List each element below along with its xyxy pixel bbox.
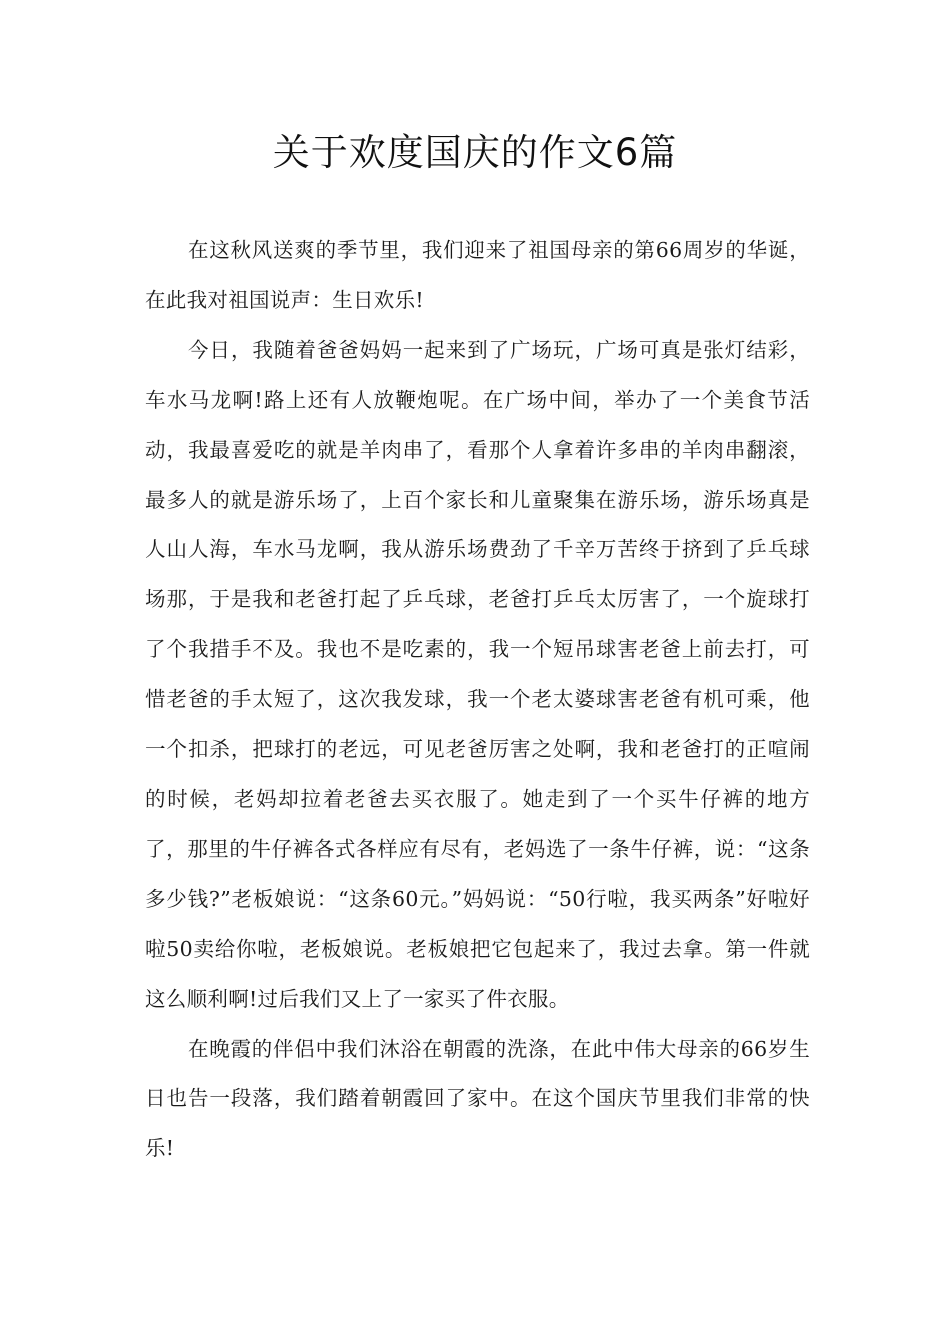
document-title: 关于欢度国庆的作文6篇 bbox=[272, 131, 678, 174]
paragraph: 在晚霞的伴侣中我们沐浴在朝霞的洗涤，在此中伟大母亲的66岁生日也告一段落，我们踏着朝霞回了家中。在这个国庆节里我们非常的快乐! bbox=[145, 1036, 810, 1161]
paragraph: 今日，我随着爸爸妈妈一起来到了广场玩，广场可真是张灯结彩，车水马龙啊!路上还有人放鞭炮呢。在广场中间，举办了一个美食节活动，我最喜爱吃的就是羊肉串了，看那个人拿着许多串的羊肉串翻滚，最多人的就是游乐场了，上百个家长和儿童聚集在游乐场，游乐场真是人山人海，车水马龙啊，我从游乐场费劲了千辛万苦终于挤到了乒乓球场那，于是我和老爸打起了乒乓球，老爸打乒乓太厉害了，一个旋球打了个我措手不及。我也不是吃素的，我一个短吊球害老爸上前去打，可惜老爸的手太短了，这次我发球，我一个老太婆球害老爸有机可乘，他一个扣杀，把球打的老远，可见老爸厉害之处啊，我和老爸打的正喧闹的时候，老妈却拉着老爸去买衣服了。她走到了一个买牛仔裤的地方了，那里的牛仔裤各式各样应有尽有，老妈选了一条牛仔裤，说：“这条多少钱?”老板娘说：“这条60元。”妈妈说：“50行啦，我买两条”好啦好啦50卖给你啦，老板娘说。老板娘把它包起来了，我过去拿。第一件就这么顺利啊!过后我们又上了一家买了件衣服。 bbox=[145, 337, 810, 1011]
paragraph: 在这秋风送爽的季节里，我们迎来了祖国母亲的第66周岁的华诞，在此我对祖国说声：生日欢乐! bbox=[145, 238, 810, 312]
document-body bbox=[145, 226, 810, 1174]
